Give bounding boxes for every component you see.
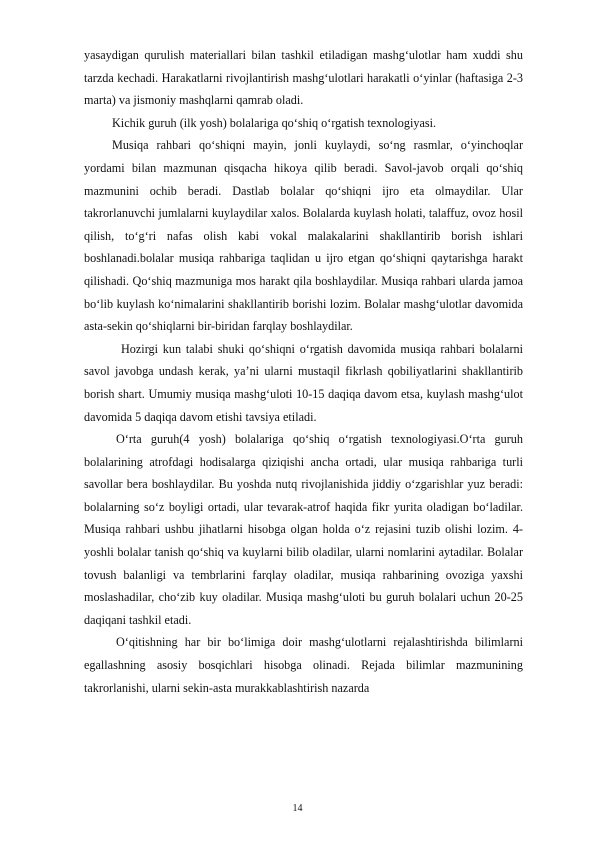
paragraph-intro: yasaydigan qurulish materiallari bilan tashkil etiladigan mashg‘ulotlar ham xuddi shu tarzda kechadi. Harakatlarni rivojlantirish mashg‘ulotlari harakatli o‘yinlar (haftasiga 2-3 marta) va jismoniy mashqlarni qamrab oladi.	[84, 48, 523, 108]
paragraph-orta-guruh: O‘rta guruh(4 yosh) bolalariga qo‘shiq o‘rgatish texnologiyasi.O‘rta guruh bolalarining atrofdagi hodisalarga qiziqishi ancha ortadi, ular musiqa rahbariga turli savollar bera boshlaydilar. Bu yoshda nutq rivojlanishida jiddiy o‘zgarishlar yuz beradi: bolalarning so‘z boyligi ortadi, ular tevarak-atrof haqida fikr yurita oladigan bo‘ladilar. Musiqa rahbari ushbu jihatlarni hisobga olgan holda o‘z rejasini tuzib olishi lozim. 4-yoshli bolalar tanish qo‘shiq va kuylarni bilib oladilar, ularni nomlarini aytadilar. Bolalar tovush balanligi va tembrlarini farqlay oladilar, musiqa rahbarining ovoziga yaxshi moslashadilar, cho‘zib kuy oladilar. Musiqa mashg‘uloti bu guruh bolalari uchun 20-25 daqiqani tashkil etadi.	[84, 432, 523, 627]
paragraph-musiqa-rahbari: Musiqa rahbari qo‘shiqni mayin, jonli kuylaydi, so‘ng rasmlar, o‘yinchoqlar yordami bilan mazmunan qisqacha hikoya qilib beradi. Savol-javob orqali qo‘shiq mazmunini ochib beradi. Dastlab bolalar qo‘shiqni ijro eta olmaydilar. Ular takrorlanuvchi jumlalarni kuylaydilar xalos. Bolalarda kuylash holati, talaffuz, ovoz hosil qilish, to‘g‘ri nafas olish kabi vokal malakalarini shakllantirib borish ishlari boshlanadi.bolalar musiqa rahbariga taqlidan u ijro etgan qo‘shiqni qaytarishga harakt qilishadi. Qo‘shiq mazmuniga mos harakt qila boshlaydilar. Musiqa rahbari ularda jamoa bo‘lib kuylash ko‘nimalarini shakllantirib borishi lozim. Bolalar mashg‘ulotlar davomida asta-sekin qo‘shiqlarni bir-biridan farqlay boshlaydilar.	[84, 138, 523, 334]
paragraph-hozirgi-kun: Hozirgi kun talabi shuki qo‘shiqni o‘rgatish davomida musiqa rahbari bolalarni savol javobga undash kerak, ya’ni ularni mustaqil fikrlash qobiliyatlarini shakllantirib borish shart. Umumiy musiqa mashg‘uloti 10-15 daqiqa davom etsa, kuylash mashg‘ulot davomida 5 daqiqa davom etishi tavsiya etiladi.	[84, 341, 523, 424]
section-heading-kichik-guruh: Kichik guruh (ilk yosh) bolalariga qo‘shiq o‘rgatish texnologiyasi.	[112, 115, 437, 130]
page-number: 14	[292, 803, 303, 814]
paragraph-oqitishning: O‘qitishning har bir bo‘limiga doir mashg‘ulotlarni rejalashtirishda bilimlarni egallashning asosiy bosqichlari hisobga olinadi. Rejada bilimlar mazmunining takrorlanishi, ularni sekin-asta murakkablashtirish nazarda	[84, 635, 523, 695]
body-text	[84, 44, 523, 699]
